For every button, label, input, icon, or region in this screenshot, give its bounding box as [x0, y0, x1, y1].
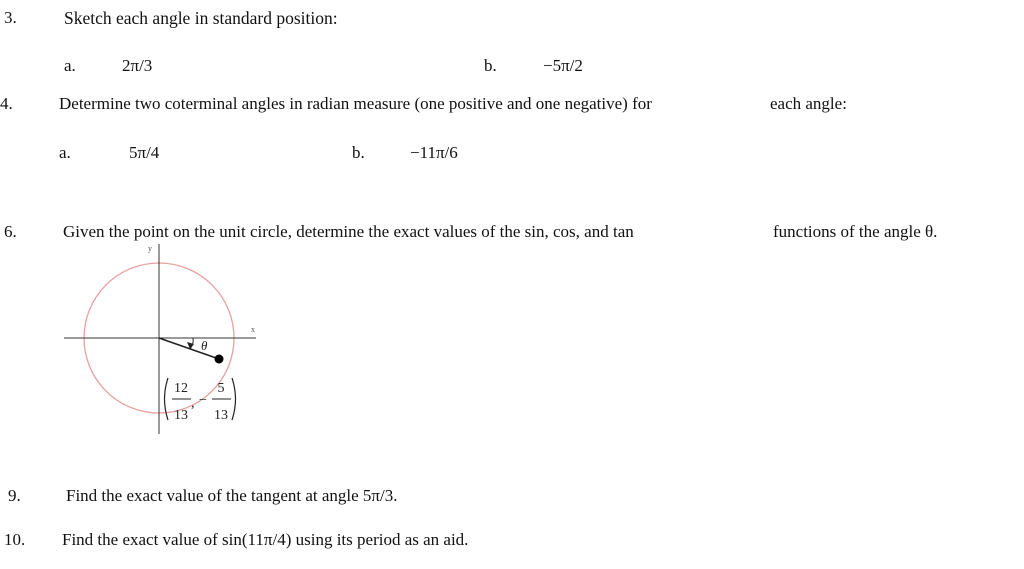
question-3b-value: −5π/2	[543, 56, 583, 75]
terminal-side	[159, 338, 219, 359]
point-y-denominator: 13	[214, 408, 228, 423]
unit-circle-figure	[60, 238, 270, 438]
question-6-number: 6.	[4, 222, 17, 241]
point-x-numerator: 12	[174, 381, 188, 396]
question-3-number: 3.	[4, 8, 17, 27]
y-axis-label: y	[148, 244, 152, 253]
right-paren	[232, 378, 236, 420]
angle-label: θ	[201, 338, 208, 353]
x-axis-label: x	[251, 325, 255, 334]
question-4a-value: 5π/4	[129, 143, 160, 162]
question-4b-value: −11π/6	[410, 143, 458, 162]
question-4-number: 4.	[0, 94, 13, 113]
question-10-number: 10.	[4, 530, 26, 549]
question-9-number: 9.	[8, 486, 21, 505]
question-4-prompt-tail: each angle:	[770, 94, 847, 113]
question-3a-value: 2π/3	[122, 56, 153, 75]
point-comma: ,	[191, 396, 195, 411]
question-9-prompt: Find the exact value of the tangent at angle 5π/3.	[66, 486, 398, 505]
left-paren	[165, 378, 169, 420]
question-3a-label: a.	[64, 56, 76, 75]
point-y-numerator: 5	[217, 381, 225, 396]
point-y-sign: −	[199, 393, 207, 408]
question-3b-label: b.	[484, 56, 497, 75]
point-marker	[215, 355, 224, 364]
question-6-prompt: Given the point on the unit circle, determine the exact values of the sin, cos, and tan	[63, 222, 634, 241]
question-4a-label: a.	[59, 143, 71, 162]
question-4b-label: b.	[352, 143, 365, 162]
question-4-prompt: Determine two coterminal angles in radian measure (one positive and one negative) for	[59, 94, 652, 113]
question-10-prompt: Find the exact value of sin(11π/4) using its period as an aid.	[62, 530, 469, 549]
question-3-prompt: Sketch each angle in standard position:	[64, 8, 338, 28]
point-x-denominator: 13	[174, 408, 188, 423]
question-6-prompt-tail: functions of the angle θ.	[773, 222, 938, 241]
